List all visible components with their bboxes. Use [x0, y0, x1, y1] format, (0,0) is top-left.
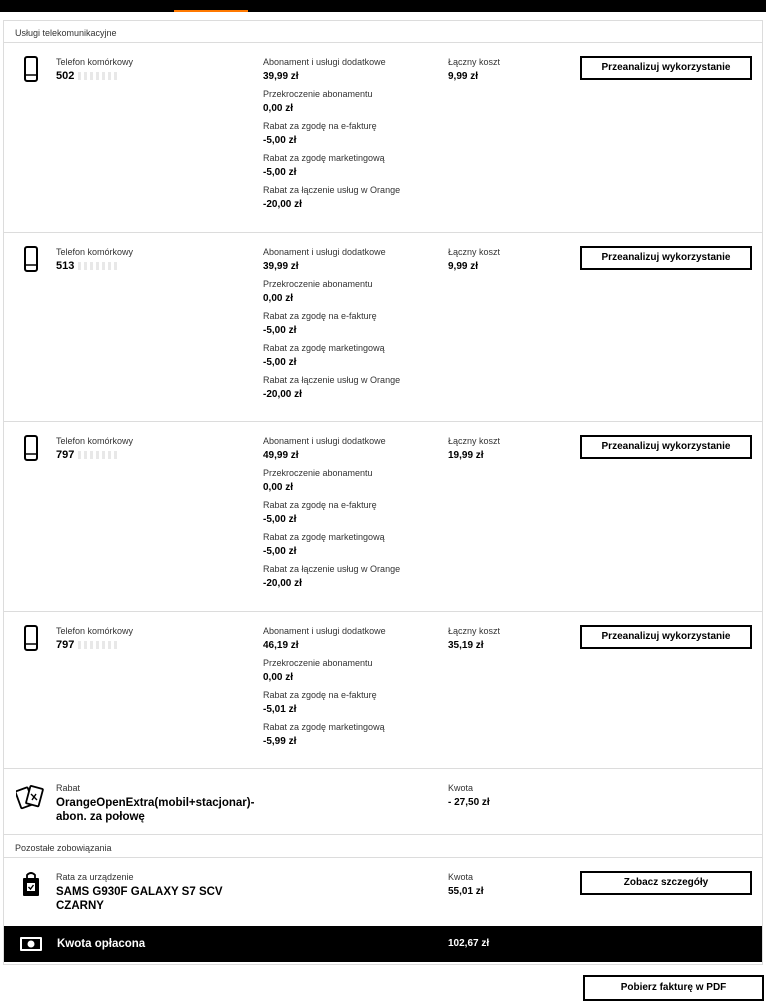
- total-cost-label: Łączny koszt: [448, 626, 501, 636]
- total-cost-label: Łączny koszt: [448, 436, 501, 446]
- charge-item: Rabat za łączenie usług w Orange -20,00 zł: [263, 564, 401, 589]
- mobile-phone-icon: [18, 434, 44, 462]
- total-cost-value: 19,99 zł: [448, 450, 484, 461]
- charge-item: Abonament i usługi dodatkowe 46,19 zł: [263, 626, 386, 651]
- masked-digits: [78, 262, 118, 270]
- total-paid-value: 102,67 zł: [448, 938, 490, 949]
- charge-item: Przekroczenie abonamentu 0,00 zł: [263, 89, 373, 114]
- charges-list: [263, 57, 443, 217]
- total-paid-label: Kwota opłacona: [57, 938, 146, 950]
- charge-item: Rabat za zgodę na e-fakturę -5,00 zł: [263, 500, 377, 525]
- analyze-usage-button[interactable]: Przeanalizuj wykorzystanie: [580, 625, 752, 649]
- phone-row: [4, 43, 762, 233]
- masked-digits: [78, 451, 118, 459]
- discount-name-line2: abon. za połowę: [56, 811, 145, 823]
- charges-list: [263, 247, 443, 407]
- phone-type-label: Telefon komórkowy: [56, 247, 134, 257]
- phone-row: [4, 422, 762, 612]
- mobile-phone-icon: [18, 55, 44, 83]
- masked-digits: [78, 72, 118, 80]
- phone-number: 513: [56, 260, 118, 272]
- total-cost-value: 9,99 zł: [448, 71, 479, 82]
- cash-icon: [18, 933, 44, 955]
- masked-digits: [78, 641, 118, 649]
- total-cost-value: 9,99 zł: [448, 261, 479, 272]
- installment-label: Rata za urządzenie: [56, 872, 134, 882]
- total-cost-label: Łączny koszt: [448, 57, 501, 67]
- charge-item: Przekroczenie abonamentu 0,00 zł: [263, 658, 373, 683]
- phone-number: 797: [56, 639, 118, 651]
- view-details-button[interactable]: Zobacz szczegóły: [580, 871, 752, 895]
- active-tab-indicator: [174, 10, 248, 12]
- download-pdf-button[interactable]: Pobierz fakturę w PDF: [583, 975, 764, 1001]
- section-header-other: [4, 836, 762, 858]
- charge-item: Rabat za łączenie usług w Orange -20,00 zł: [263, 375, 401, 400]
- charge-item: Rabat za łączenie usług w Orange -20,00 zł: [263, 185, 401, 210]
- mobile-phone-icon: [18, 245, 44, 273]
- phone-row: [4, 233, 762, 422]
- charge-item: Rabat za zgodę marketingową -5,00 zł: [263, 343, 385, 368]
- total-cost-label: Łączny koszt: [448, 247, 501, 257]
- charge-item: Abonament i usługi dodatkowe 39,99 zł: [263, 247, 386, 272]
- charge-item: Rabat za zgodę marketingową -5,99 zł: [263, 722, 385, 747]
- charge-item: Przekroczenie abonamentu 0,00 zł: [263, 279, 373, 304]
- phone-row: [4, 612, 762, 769]
- total-paid-bar: [4, 926, 762, 962]
- charges-list: [263, 626, 443, 754]
- discount-amount: - 27,50 zł: [448, 797, 490, 808]
- charge-item: Rabat za zgodę na e-fakturę -5,00 zł: [263, 121, 377, 146]
- analyze-usage-button[interactable]: Przeanalizuj wykorzystanie: [580, 56, 752, 80]
- section-title: Usługi telekomunikacyjne: [15, 28, 117, 38]
- charge-item: Przekroczenie abonamentu 0,00 zł: [263, 468, 373, 493]
- mobile-phone-icon: [18, 624, 44, 652]
- discount-cards-icon: [16, 783, 46, 811]
- analyze-usage-button[interactable]: Przeanalizuj wykorzystanie: [580, 435, 752, 459]
- phone-type-label: Telefon komórkowy: [56, 57, 134, 67]
- phone-type-label: Telefon komórkowy: [56, 626, 134, 636]
- charge-item: Abonament i usługi dodatkowe 39,99 zł: [263, 57, 386, 82]
- amount-label: Kwota: [448, 783, 474, 793]
- charge-item: Rabat za zgodę na e-fakturę -5,01 zł: [263, 690, 377, 715]
- amount-label: Kwota: [448, 872, 474, 882]
- discount-name-line1: OrangeOpenExtra(mobil+stacjonar)-: [56, 797, 255, 809]
- section-title: Pozostałe zobowiązania: [15, 843, 112, 853]
- device-name-line1: SAMS G930F GALAXY S7 SCV: [56, 886, 223, 898]
- phone-number: 502: [56, 70, 118, 82]
- section-header-telecom: [4, 21, 762, 43]
- analyze-usage-button[interactable]: Przeanalizuj wykorzystanie: [580, 246, 752, 270]
- charges-list: [263, 436, 443, 596]
- top-navigation-bar: [0, 0, 766, 12]
- phone-type-label: Telefon komórkowy: [56, 436, 134, 446]
- charge-item: Rabat za zgodę na e-fakturę -5,00 zł: [263, 311, 377, 336]
- device-name-line2: CZARNY: [56, 900, 104, 912]
- total-cost-value: 35,19 zł: [448, 640, 484, 651]
- discount-label: Rabat: [56, 783, 81, 793]
- charge-item: Rabat za zgodę marketingową -5,00 zł: [263, 153, 385, 178]
- installment-amount: 55,01 zł: [448, 886, 484, 897]
- charge-item: Abonament i usługi dodatkowe 49,99 zł: [263, 436, 386, 461]
- phone-number: 797: [56, 449, 118, 461]
- charge-item: Rabat za zgodę marketingową -5,00 zł: [263, 532, 385, 557]
- discount-row: [4, 769, 762, 835]
- shopping-bag-icon: [18, 870, 44, 898]
- installment-row: [4, 858, 762, 926]
